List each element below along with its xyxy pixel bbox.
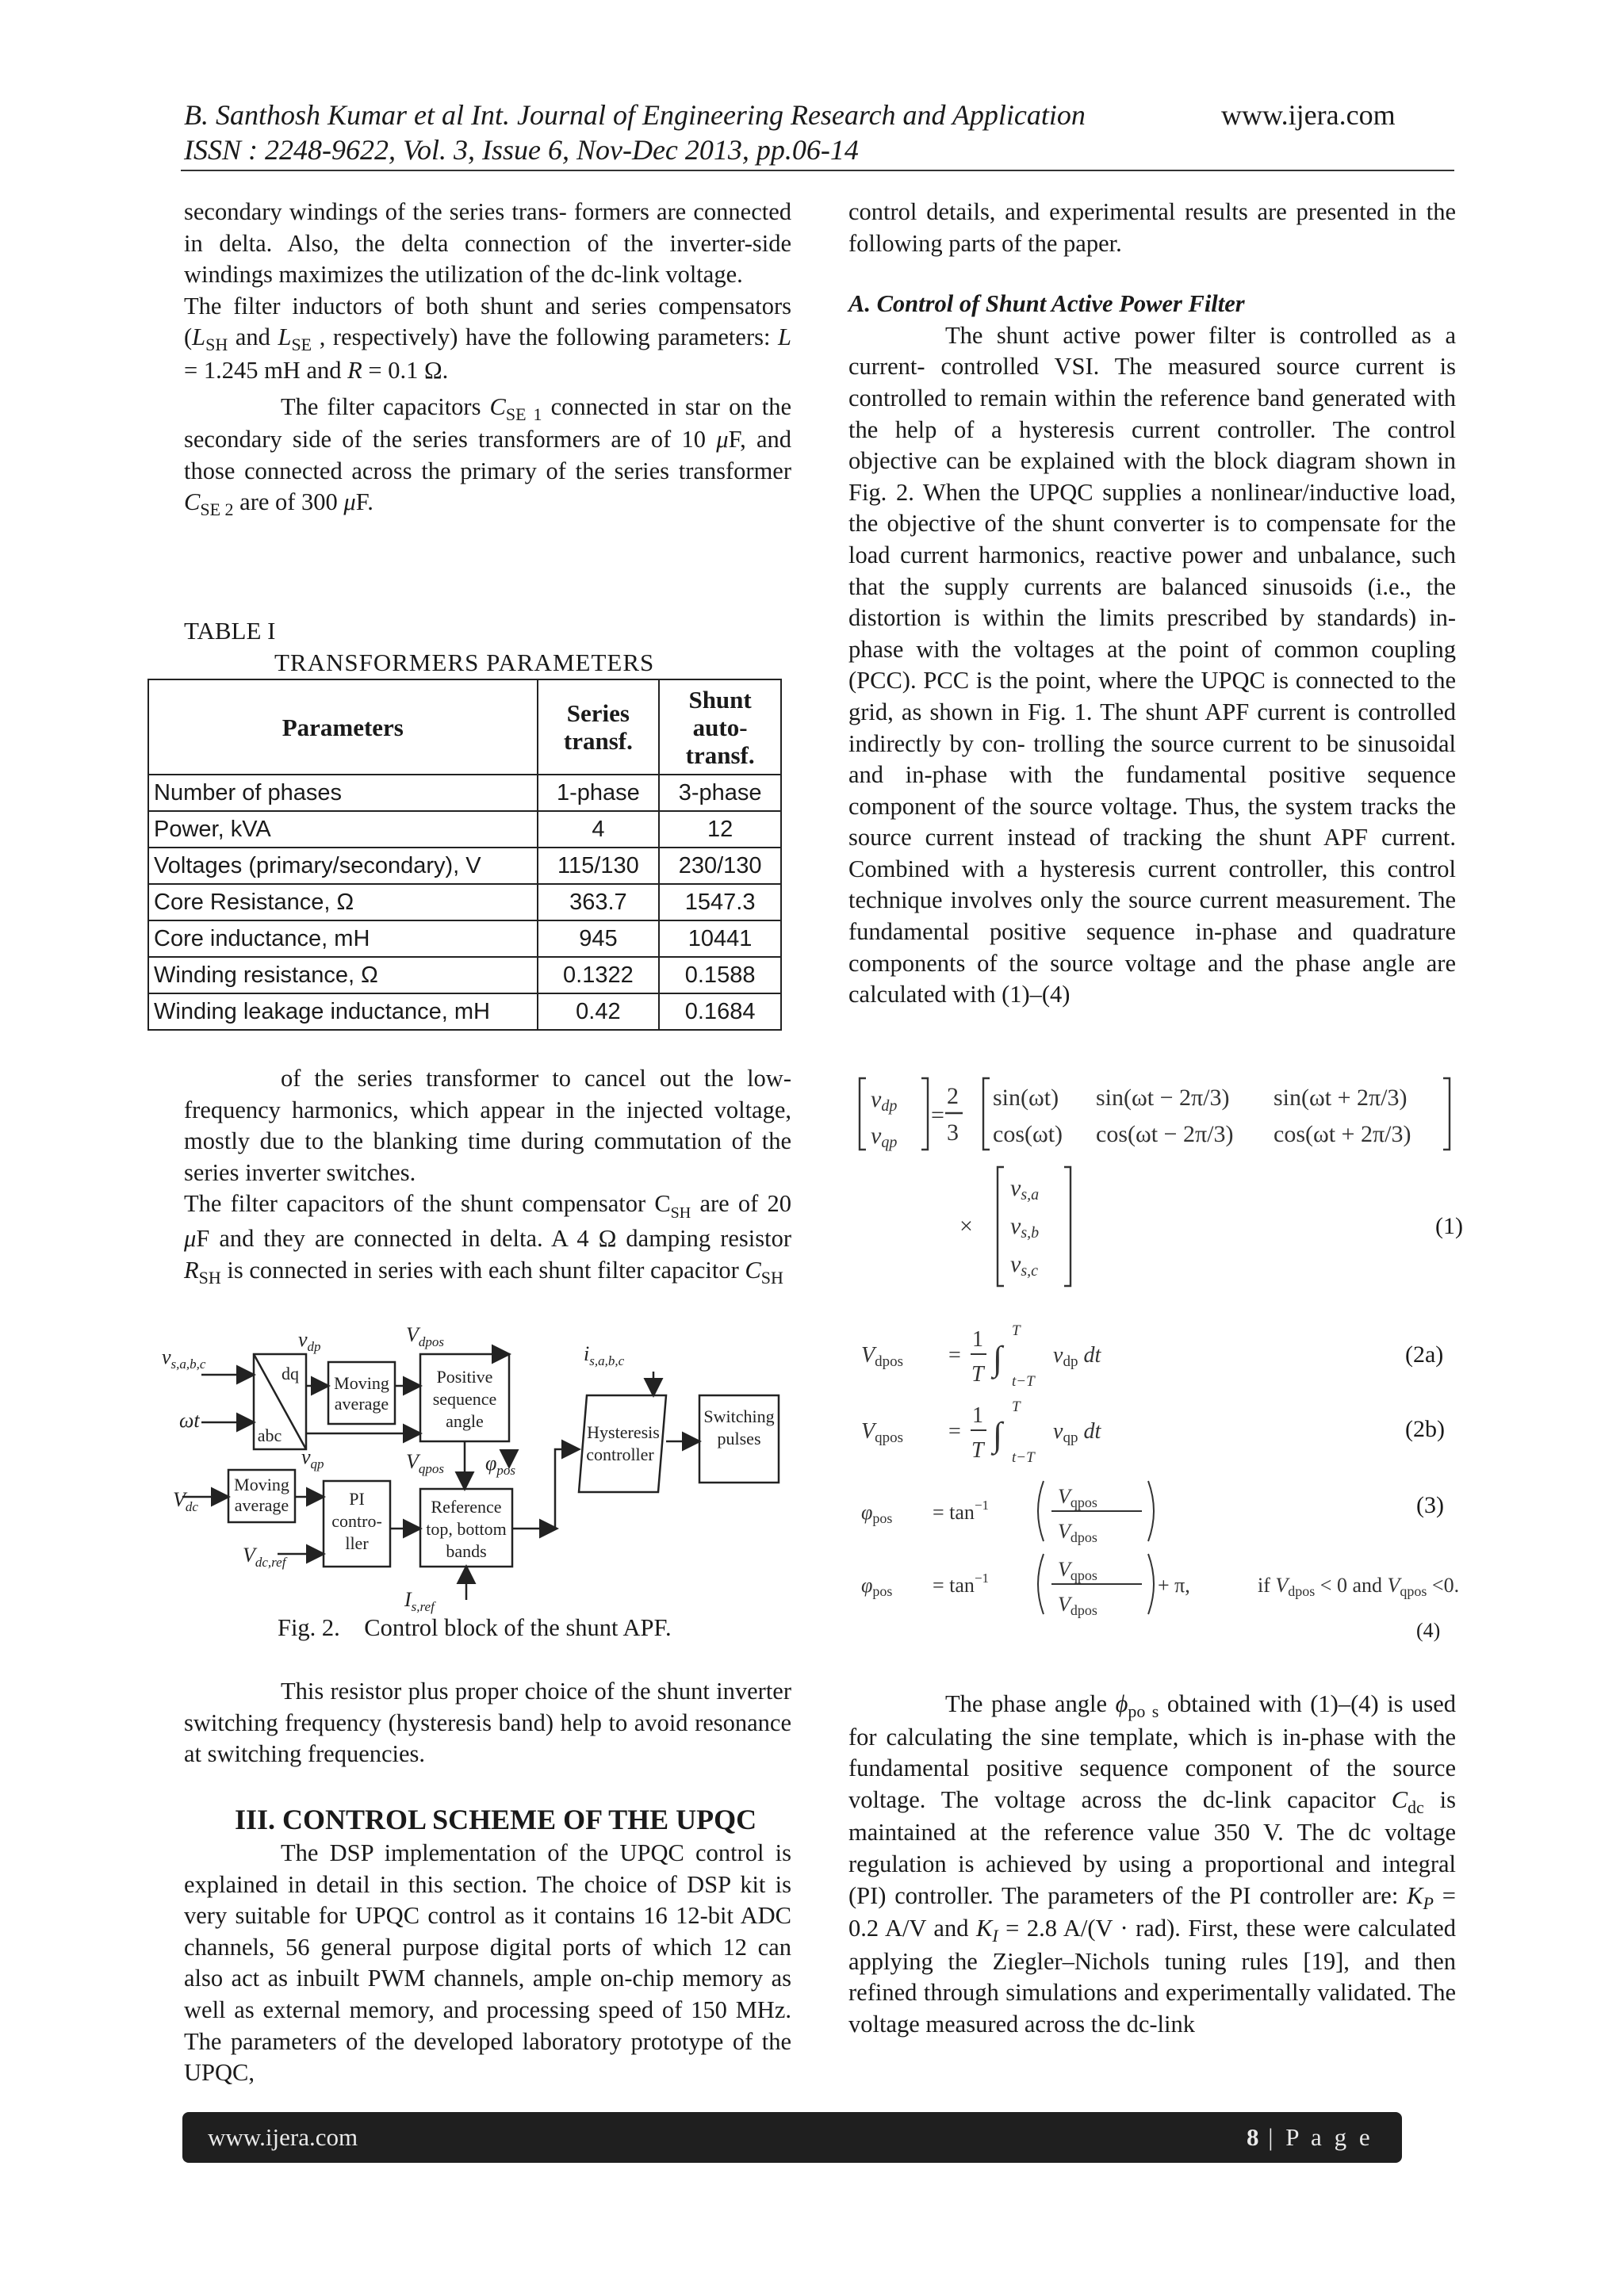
fig2-caption: Fig. 2. Control block of the shunt APF. [278,1614,672,1641]
table-row: Power, kVA 4 12 [148,811,781,848]
reference-label-2: top, bottom [426,1519,507,1539]
Vdc-label: $V_{dc}$ [173,1488,198,1514]
left-column-section [184,1838,791,2089]
eq2a-T: T [971,1362,984,1387]
eq4-tan: = $\tan^{-1}$ [933,1571,990,1597]
running-header-citation: B. Santhosh Kumar et al Int. Journal of Engineering Research and Application [184,99,1086,131]
vsabc-label: $v_{s,a,b,c}$ [162,1345,206,1372]
eq1-r1c2: sin(ωt − 2π/3) [1096,1085,1230,1111]
table-row: Winding resistance, Ω 0.1322 0.1588 [148,957,781,993]
moving-average2-label-2: average [234,1495,289,1515]
table-header-series: Series transf. [538,679,660,775]
left-paragraph-1: secondary windings of the series trans- formers are connected in delta. Also, the delta connection of the inverter-side windings maximizes the utilization of the dc-link voltage. [184,198,791,289]
eq1-vdp: vdp [871,1086,898,1115]
switching-label-1: Switching [703,1406,775,1426]
eq4-phipos: φpos [861,1574,893,1599]
eq1-number: (1) [1435,1213,1463,1239]
eq1-r2c2: cos(ωt − 2π/3) [1096,1121,1234,1147]
table-row: Core inductance, mH 945 10441 [148,920,781,957]
eq1-times: × [959,1213,973,1239]
eq1-frac-num: 2 [947,1083,959,1109]
eq4-num: Vqpos [1058,1558,1097,1583]
eq1-vqp: vqp [871,1123,898,1151]
eq1-r2c3: cos(ωt + 2π/3) [1274,1121,1411,1147]
hysteresis-label-2: controller [586,1445,654,1464]
fig2-control-block-diagram [159,1322,799,1616]
eq2b-lower: t−T [1012,1449,1035,1466]
moving-average2-label-1: Moving [234,1475,289,1494]
moving-average-block [328,1362,395,1424]
Vqpos-label: $V_{qpos}$ [406,1450,445,1476]
Isref-label: $I_{s,ref}$ [404,1588,435,1614]
equation-4 [853,1544,1464,1624]
eq1-vsc: vs,c [1010,1251,1038,1280]
table-row: Winding leakage inductance, mH 0.42 0.1684 [148,993,781,1030]
switching-label-2: pulses [717,1429,761,1448]
eq3-den: Vdpos [1058,1520,1097,1545]
eq2b-number: (2b) [1405,1416,1445,1442]
left-column-bottom [184,1676,791,1770]
footer-page-number: 8 | P a g e [1247,2123,1373,2151]
Vdcref-label: $V_{dc,ref}$ [243,1544,286,1570]
eq4-den: Vdpos [1058,1593,1097,1618]
footer-url: www.ijera.com [208,2123,358,2151]
left-paragraph-2: The filter inductors of both shunt and series compensators ($L_{SH}$ and $L_{SE}$ , respectively) have the following parameters: L = 1.245 mH and R = 0.1 Ω. [184,292,791,384]
eq1-vsb: vs,b [1010,1213,1040,1242]
equation-3 [853,1471,1297,1551]
subsection-title: A. Control of Shunt Active Power Filter [848,290,1245,318]
eq2b-integral: ∫ [993,1415,1003,1454]
vdp-label: $v_{dp}$ [298,1328,321,1354]
right-column-bottom [848,1689,1456,2041]
hysteresis-label-1: Hysteresis [587,1422,660,1442]
eq2b-upper: T [1012,1399,1021,1415]
pi-label-1: PI [349,1489,365,1509]
positive-seq-label-2: sequence [432,1389,497,1409]
eq2b-integrand: vqp dt [1053,1419,1101,1446]
eq2a-integral: ∫ [993,1339,1003,1378]
left-paragraph-3: The filter capacitors $C_{SE 1}$ connected in star on the secondary side of the series transformers are of 10 μF, and those connected across the primary of the series transformer $C_{SE 2}$ are of 300 μF. [184,392,791,520]
eq2a-upper: T [1012,1322,1021,1339]
eq3-phipos: φpos [861,1501,893,1526]
right-paragraph-1: control details, and experimental results are presented in the following parts of the paper. [848,198,1456,257]
eq2a-number: (2a) [1405,1341,1444,1368]
equation-2a [853,1316,1297,1392]
eq2b-Vqpos: Vqpos [861,1419,904,1446]
header-url: www.ijera.com [1221,99,1396,131]
pi-label-2: contro- [331,1511,382,1531]
pi-label-3: ller [345,1533,369,1553]
left-paragraph-5: The filter capacitors of the shunt compensator $C_{SH}$ are of 20 μF and they are connected in delta. A 4 Ω damping resistor $R_{SH}$ is connected in series with each shunt filter capacitor $C_{SH}$ [184,1190,791,1288]
eq2a-lower: t−T [1012,1373,1035,1390]
eq3-number: (3) [1416,1492,1444,1518]
equation-2b [853,1392,1297,1468]
positive-seq-label-1: Positive [436,1367,493,1387]
moving-average-label-1: Moving [334,1373,389,1393]
left-paragraph-7: The DSP implementation of the UPQC control is explained in detail in this section. The choice of DSP kit is very suitable for UPQC control as it contains 16 12-bit ADC channels, 56 general purpose digital ports of which 12 can also act as inbuilt PWM channels, ample on-chip memory as well as external memory, and processing speed of 150 MHz. The parameters of the developed laboratory prototype of the UPQC, [184,1839,791,2087]
eq2b-equals: = [948,1419,961,1444]
table-row: Number of phases 1-phase 3-phase [148,775,781,811]
dq-label: dq [282,1364,299,1383]
eq2b-one: 1 [972,1403,983,1428]
eq1-equals: = [931,1102,944,1128]
wt-label: ωt [179,1409,200,1432]
eq3-tan: = $\tan^{-1}$ [933,1498,990,1524]
positive-seq-label-3: angle [446,1411,484,1431]
equation-1 [853,1070,1472,1292]
table-title: TRANSFORMERS PARAMETERS [274,649,655,676]
table-row: Core Resistance, Ω 363.7 1547.3 [148,884,781,920]
transformers-parameters-table [147,679,782,1031]
table-label: TABLE I [184,617,276,645]
eq1-frac-den: 3 [947,1119,959,1146]
eq2b-T: T [971,1438,984,1463]
footer-bar [182,2112,1402,2163]
right-column-top [848,197,1456,1011]
vqp-label: $v_{qp}$ [301,1445,324,1471]
left-column-top [184,197,791,520]
right-paragraph-3: The phase angle $\phi_{po s}$ obtained with (1)–(4) is used for calculating the sine template, which is in-phase with the fundamental positive sequence component of the source voltage. The voltage across the dc-link capacitor $C_{dc}$ is maintained at the reference value 350 V. The dc voltage regulation is achieved by using a proportional and integral (PI) controller. The parameters of the PI controller are: $K_P = 0.2$ A/V and $K_I = 2.8$ A/(V · rad). First, these were calculated applying the Ziegler–Nichols tuning rules [19], and then refined through simulations and experimentally validated. The voltage measured across the dc-link [848,1690,1457,2038]
left-paragraph-4: of the series transformer to cancel out the low-frequency harmonics, which appear in the injected voltage, mostly due to the blanking time during commutation of the series inverter switches. [184,1065,791,1186]
eq2a-integrand: vdp dt [1053,1343,1101,1370]
eq3-num: Vqpos [1058,1485,1097,1510]
hysteresis-block [579,1395,666,1492]
moving-average-label-2: average [334,1394,389,1414]
eq4-number: (4) [1416,1619,1441,1642]
table-header-shunt: Shunt auto- transf. [659,679,781,775]
eq1-r1c1: sin(ωt) [993,1085,1059,1111]
table-row: Voltages (primary/secondary), V 115/130 230/130 [148,848,781,884]
eq1-vsa: vs,a [1010,1175,1040,1203]
eq2a-one: 1 [972,1327,983,1352]
abc-label: abc [257,1425,282,1445]
section-title: III. CONTROL SCHEME OF THE UPQC [235,1804,757,1835]
isabc-label: $i_{s,a,b,c}$ [584,1342,625,1368]
eq1-r1c3: sin(ωt + 2π/3) [1274,1085,1408,1111]
left-paragraph-6: This resistor plus proper choice of the shunt inverter switching frequency (hysteresis band) help to avoid resonance at switching frequencies. [184,1678,791,1768]
reference-label-3: bands [446,1541,487,1561]
running-header-issn: ISSN : 2248-9622, Vol. 3, Issue 6, Nov-Dec 2013, pp.06-14 [184,134,859,166]
header-rule [181,170,1454,171]
table-header-parameters: Parameters [148,679,538,775]
left-column-middle [184,1063,791,1288]
Vdpos-label: $V_{dpos}$ [406,1323,445,1349]
phipos-label: $\varphi_{pos}$ [485,1452,516,1478]
right-paragraph-2: The shunt active power filter is controlled as a current- controlled VSI. The measured source current is controlled to remain within the reference band generated with the help of a hysteresis current controller. The control objective can be explained with the block diagram shown in Fig. 2. When the UPQC supplies a nonlinear/inductive load, the objective of the shunt converter is to compensate for the load current harmonics, reactive power and unbalance, such that the supply currents are balanced sinusoids (i.e., the distortion is within the limits prescribed by standards) in-phase with the voltages at the point of common coupling (PCC). PCC is the point, where the UPQC is connected to the grid, as shown in Fig. 1. The shunt APF current is controlled indirectly by con- trolling the source current to be sinusoidal and in-phase with the fundamental positive sequence component of the source voltage. Thus, the system tracks the source current instead of tracking the shunt APF current. Combined with a hysteresis current controller, this control technique involves only the source current measurement. The fundamental positive sequence in-phase and quadrature components of the source voltage and the phase angle are calculated with (1)–(4) [848,321,1456,1008]
reference-label-1: Reference [431,1497,502,1517]
eq4-condition: if Vdpos < 0 and Vqpos <0. [1258,1574,1460,1599]
eq2a-Vdpos: Vdpos [861,1343,904,1370]
eq1-r2c1: cos(ωt) [993,1121,1063,1147]
eq2a-equals: = [948,1343,961,1368]
eq4-plus-pi: + π, [1158,1574,1190,1597]
